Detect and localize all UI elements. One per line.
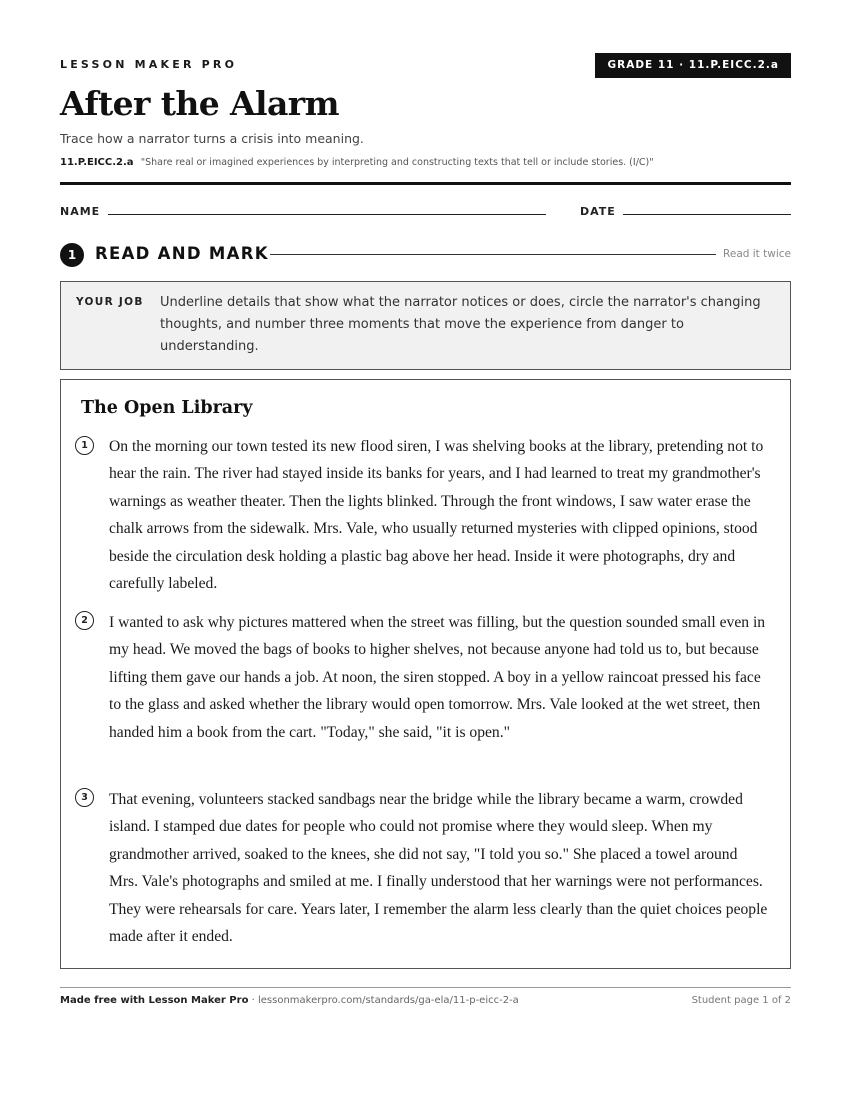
name-field[interactable]	[108, 214, 546, 215]
section-title: READ AND MARK	[95, 244, 269, 263]
date-label: DATE	[580, 205, 616, 218]
brand-name: LESSON MAKER PRO	[60, 58, 238, 71]
paragraph-number: 1	[75, 436, 94, 455]
footer-divider	[60, 987, 791, 988]
paragraph-number: 3	[75, 788, 94, 807]
passage-title: The Open Library	[81, 398, 253, 418]
standard-text: "Share real or imagined experiences by interpreting and constructing texts that tell or include stories. (I/C)"	[140, 157, 654, 168]
header-divider	[60, 182, 791, 185]
section-note: Read it twice	[723, 248, 791, 260]
grade-badge: GRADE 11 · 11.P.EICC.2.a	[595, 53, 791, 78]
instructions-box	[60, 281, 791, 370]
passage-paragraph: That evening, volunteers stacked sandbags near the bridge while the library became a warm, crowded island. I stamped due dates for people who could not promise where they would sleep. When my grandmother arrived, soaked to the knees, she did not say, "I told you so." She placed a towel around Mrs. Vale's photographs and smiled at me. I finally understood that her warnings were not performances. They were rehearsals for care. Years later, I remember the alarm less clearly than the quiet choices people made after it ended.	[109, 791, 768, 946]
passage-paragraph: I wanted to ask why pictures mattered when the street was filling, but the question sounded small even in my head. We moved the bags of books to higher shelves, not because anyone had told us to, but because lifting them gave our hands a job. At noon, the siren stopped. A boy in a yellow raincoat pressed his face to the glass and asked whether the library would open tomorrow. Mrs. Vale looked at the wet street, then handed him a book from the cart. "Today," she said, "it is open."	[109, 614, 766, 741]
section-number-badge: 1	[60, 243, 84, 267]
instructions-label: YOUR JOB	[76, 296, 144, 308]
section-divider	[270, 254, 716, 255]
paragraph-number: 2	[75, 611, 94, 630]
date-field[interactable]	[623, 214, 791, 215]
reading-passage	[60, 379, 791, 969]
page-subtitle: Trace how a narrator turns a crisis into meaning.	[60, 131, 364, 146]
passage-paragraph: On the morning our town tested its new flood siren, I was shelving books at the library, pretending not to hear the rain. The river had stayed inside its banks for years, and I had learned to treat my grandmother's warnings as weather theater. Then the lights blinked. Through the front windows, I saw water erase the chalk arrows from the sidewalk. Mrs. Vale, who usually returned mysteries with clipped opinions, stood beside the circulation desk holding a plastic bag above her head. Inside it were photographs, dry and carefully labeled.	[109, 438, 764, 593]
page-title: After the Alarm	[60, 84, 339, 123]
name-label: NAME	[60, 205, 101, 218]
footer-credit	[60, 995, 519, 1006]
standard-code: 11.P.EICC.2.a	[60, 157, 134, 168]
page-indicator: Student page 1 of 2	[691, 995, 791, 1006]
footer-url[interactable]: · lessonmakerpro.com/standards/ga-ela/11-p-eicc-2-a	[251, 995, 519, 1006]
standard-line	[60, 157, 654, 168]
worksheet-page	[60, 0, 791, 1100]
footer-made-with: Made free with Lesson Maker Pro	[60, 995, 249, 1006]
instructions-text: Underline details that show what the narrator notices or does, circle the narrator's changing thoughts, and number three moments that move the experience from danger to understanding.	[160, 295, 761, 354]
